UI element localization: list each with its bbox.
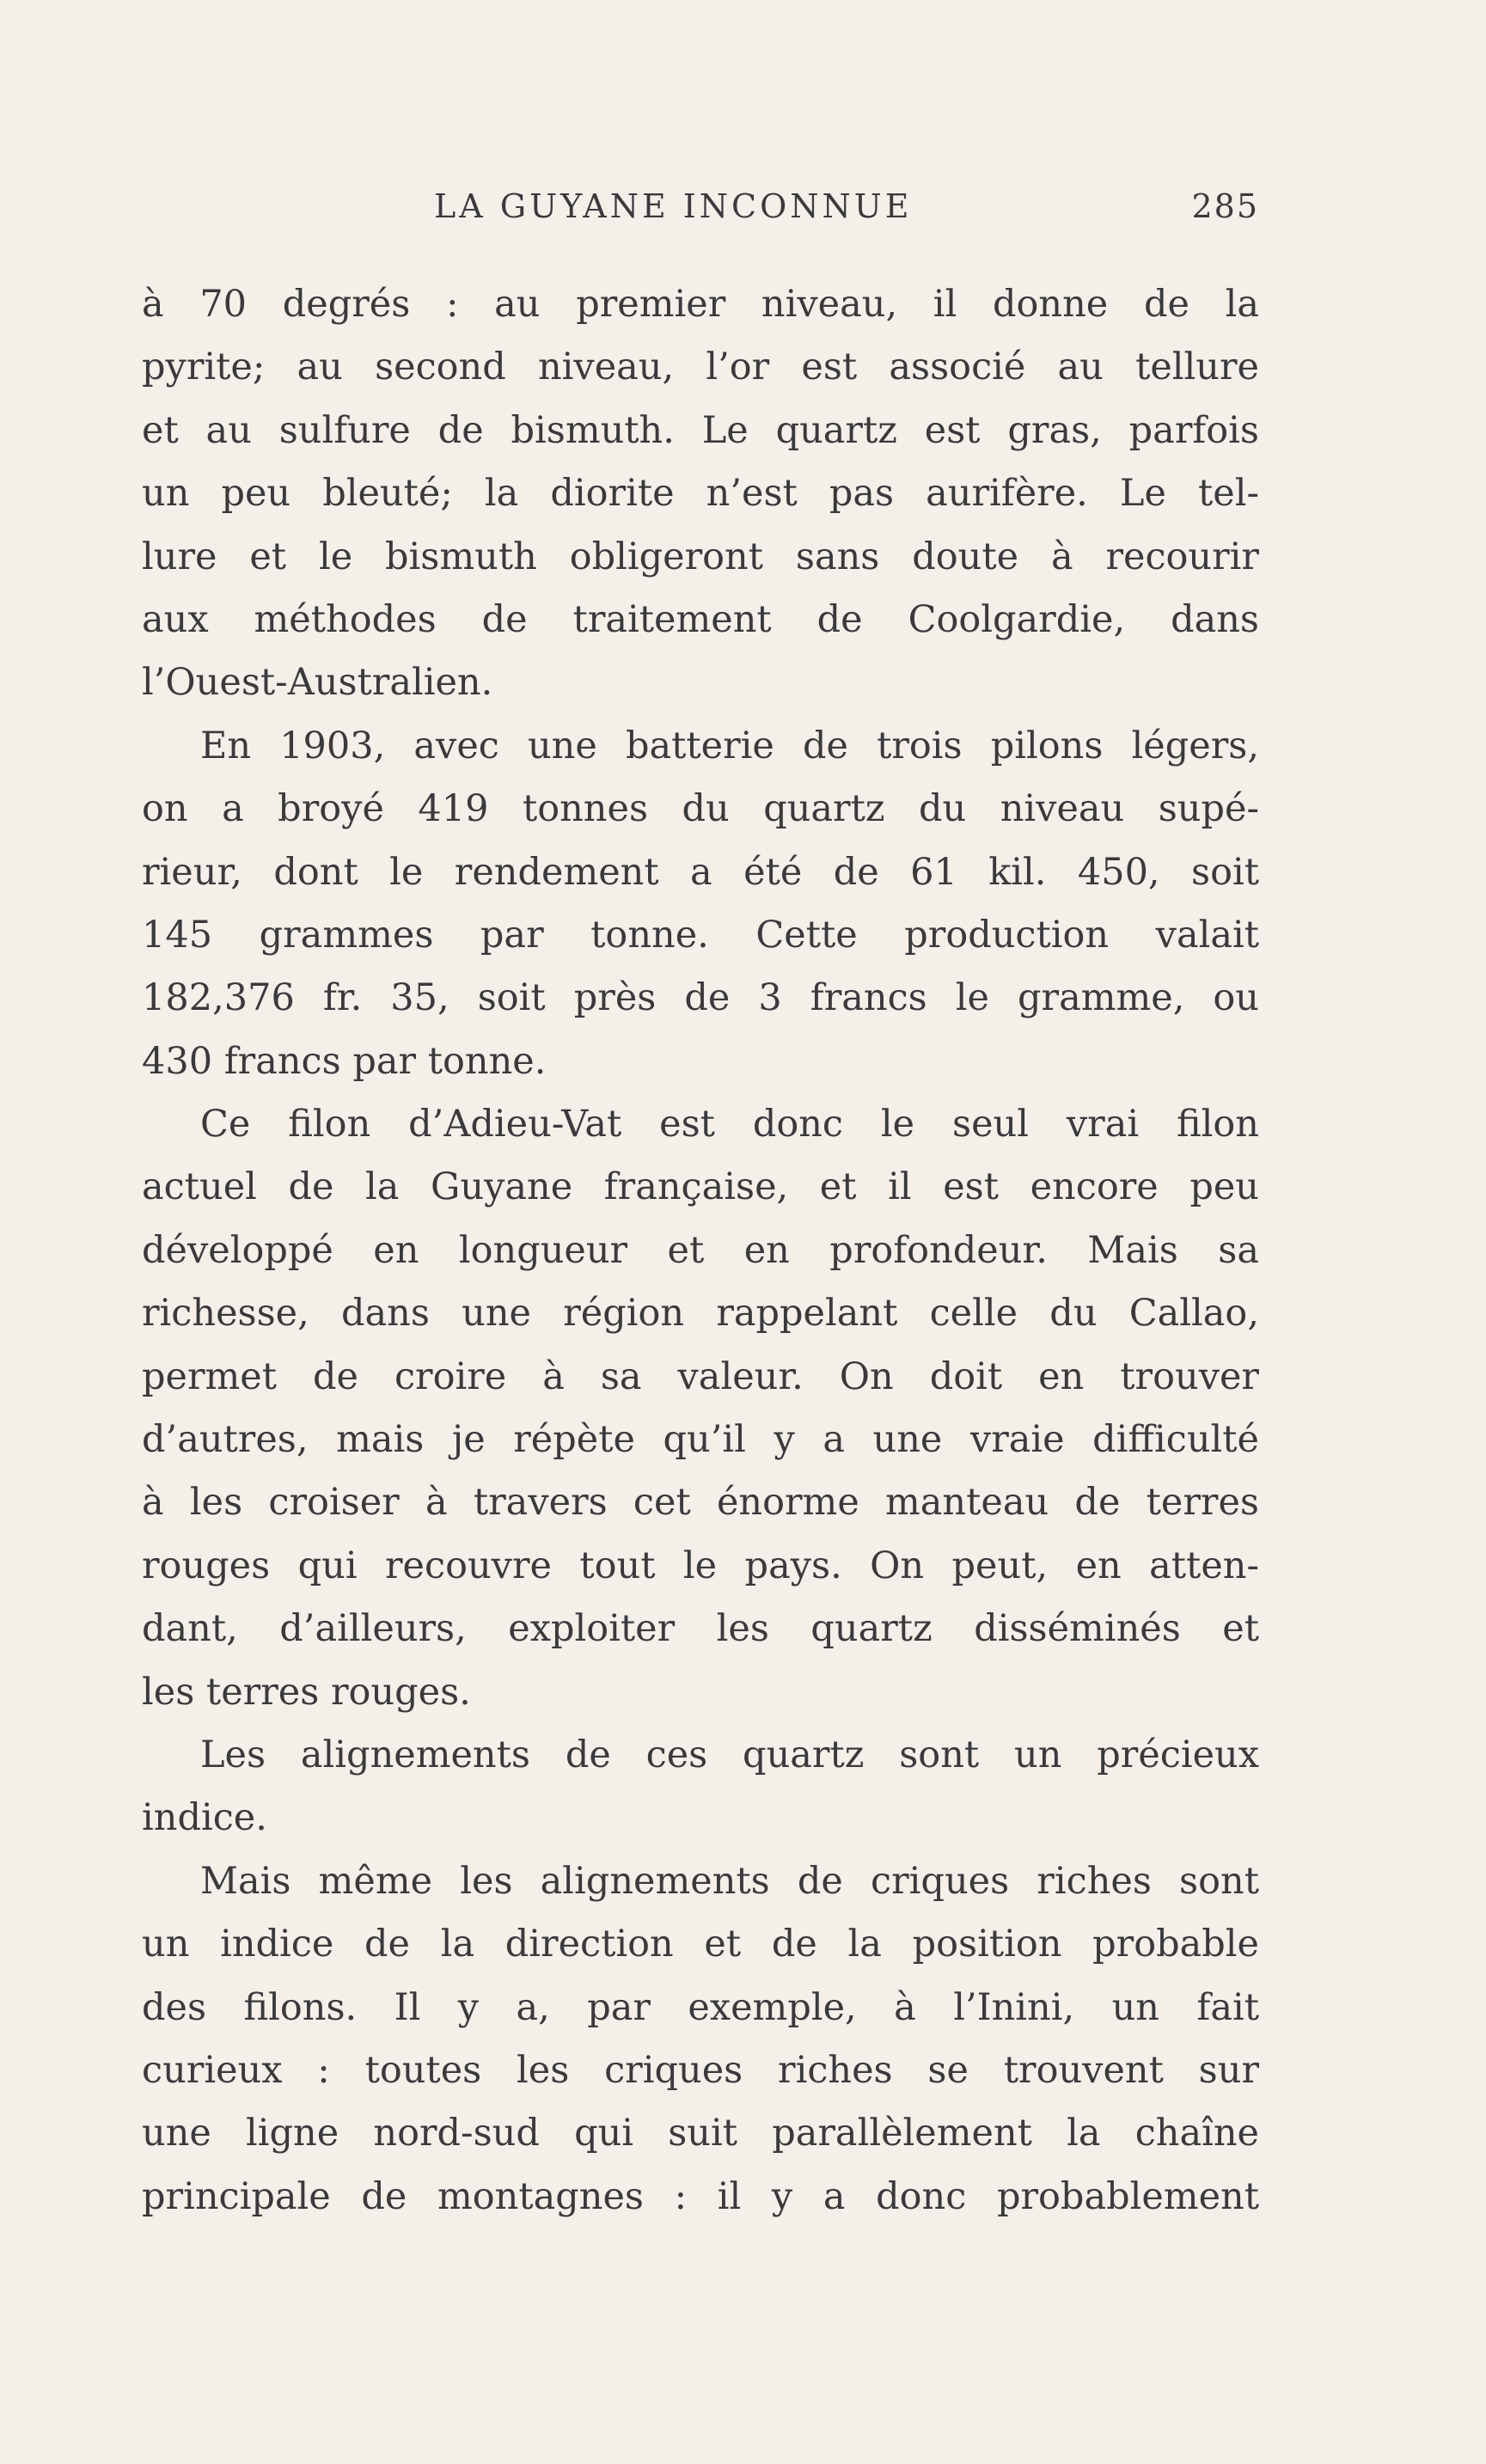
paragraph [142,1724,1259,1850]
text-line: un indice de la direction et de la position probable [142,1923,1259,1966]
text-line: un peu bleuté; la diorite n’est pas aurifère. Le tel- [142,472,1259,516]
text-line: rouges qui recouvre tout le pays. On peut, en atten- [142,1544,1259,1587]
text-line: les terres rouges. [142,1670,471,1714]
page-number: 285 [1191,187,1259,225]
text-line: En 1903, avec une batterie de trois pilons légers, [200,724,1259,767]
text-line: indice. [142,1796,267,1840]
text-line: richesse, dans une région rappelant celle du Callao, [142,1292,1259,1336]
text-line: des filons. Il y a, par exemple, à l’Inini, un fait [142,1985,1259,2029]
page-header [142,179,1259,230]
text-line: 182,376 fr. 35, soit près de 3 francs le gramme, ou [142,976,1259,1020]
text-line: aux méthodes de traitement de Coolgardie, dans [142,597,1259,641]
text-line: à les croiser à travers cet énorme manteau de terres [142,1481,1259,1525]
text-line: curieux : toutes les criques riches se trouvent sur [142,2048,1259,2092]
text-line: permet de croire à sa valeur. On doit en trouver [142,1354,1259,1398]
paragraph [142,1850,1259,2229]
paragraph [142,715,1259,1093]
running-title: LA GUYANE INCONNUE [434,187,913,225]
text-line: à 70 degrés : au premier niveau, il donne de la [142,283,1259,326]
text-line: principale de montagnes : il y a donc probablement [142,2174,1259,2218]
paragraph [142,273,1259,715]
text-line: lure et le bismuth obligeront sans doute à recourir [142,535,1259,578]
text-line: Les alignements de ces quartz sont un précieux [200,1733,1259,1776]
text-line: développé en longueur et en profondeur. Mais sa [142,1228,1259,1272]
text-line: d’autres, mais je répète qu’il y a une vraie difficulté [142,1418,1259,1462]
text-line: Ce filon d’Adieu-Vat est donc le seul vrai filon [200,1103,1259,1146]
text-line: actuel de la Guyane française, et il est encore peu [142,1165,1259,1209]
text-line: une ligne nord-sud qui suit parallèlement la chaîne [142,2112,1259,2155]
text-line: l’Ouest-Australien. [142,661,493,705]
body-text [142,273,1259,2229]
text-line: 430 francs par tonne. [142,1039,547,1083]
text-line: et au sulfure de bismuth. Le quartz est gras, parfois [142,408,1259,452]
text-line: 145 grammes par tonne. Cette production valait [142,913,1259,957]
text-line: dant, d’ailleurs, exploiter les quartz disséminés et [142,1607,1259,1651]
text-line: Mais même les alignements de criques riches sont [200,1859,1259,1903]
text-line: rieur, dont le rendement a été de 61 kil. 450, soit [142,850,1259,894]
paragraph [142,1093,1259,1724]
text-line: on a broyé 419 tonnes du quartz du niveau supé- [142,787,1259,831]
text-line: pyrite; au second niveau, l’or est associé au tellure [142,345,1259,389]
